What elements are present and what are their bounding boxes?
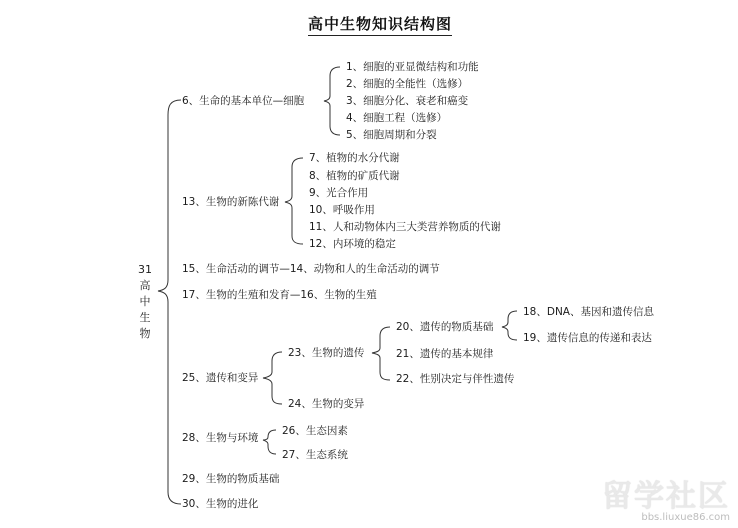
root-char: 物 bbox=[139, 327, 151, 340]
node-b15: 15、生命活动的调节—14、动物和人的生命活动的调节 bbox=[182, 263, 440, 275]
brace-b23 bbox=[372, 327, 390, 380]
node-b6-child: 1、细胞的亚显微结构和功能 bbox=[346, 61, 479, 73]
watermark-url: bbs.liuxue86.com bbox=[641, 512, 730, 523]
root-char: 中 bbox=[139, 295, 151, 308]
node-b23-child: 21、遗传的基本规律 bbox=[396, 348, 494, 360]
node-b28-child: 27、生态系统 bbox=[282, 449, 348, 461]
node-b29: 29、生物的物质基础 bbox=[182, 473, 280, 485]
node-b28-child: 26、生态因素 bbox=[282, 425, 348, 437]
node-b6-child: 4、细胞工程（选修） bbox=[346, 112, 448, 124]
node-b23: 23、生物的遗传 bbox=[288, 347, 365, 359]
node-b6-child: 2、细胞的全能性（选修） bbox=[346, 78, 469, 90]
root-char: 高 bbox=[139, 279, 151, 292]
node-b6-child: 3、细胞分化、衰老和癌变 bbox=[346, 95, 469, 107]
root-number: 31 bbox=[138, 263, 152, 276]
root-brace bbox=[158, 100, 181, 504]
node-b28: 28、生物与环境 bbox=[182, 432, 259, 444]
node-b20: 20、遗传的物质基础 bbox=[396, 321, 494, 333]
brace-b6 bbox=[324, 67, 340, 135]
site-watermark bbox=[602, 479, 730, 524]
watermark-logo-text: 留学社区 bbox=[602, 479, 730, 514]
node-b20-child: 19、遗传信息的传递和表达 bbox=[523, 332, 652, 344]
node-b13-child: 12、内环境的稳定 bbox=[309, 238, 396, 250]
brace-b20 bbox=[502, 311, 517, 340]
brace-b25 bbox=[263, 352, 282, 404]
node-b13-child: 9、光合作用 bbox=[309, 187, 369, 199]
node-b25: 25、遗传和变异 bbox=[182, 372, 259, 384]
node-b30: 30、生物的进化 bbox=[182, 498, 259, 510]
node-b6: 6、生命的基本单位—细胞 bbox=[182, 95, 305, 107]
brace-b28 bbox=[263, 430, 276, 454]
node-b17: 17、生物的生殖和发育—16、生物的生殖 bbox=[182, 289, 377, 301]
node-b13: 13、生物的新陈代谢 bbox=[182, 196, 280, 208]
node-b13-child: 7、植物的水分代谢 bbox=[309, 152, 400, 164]
node-b13-child: 8、植物的矿质代谢 bbox=[309, 170, 400, 182]
node-b6-child: 5、细胞周期和分裂 bbox=[346, 129, 437, 141]
brace-b13 bbox=[285, 158, 303, 244]
node-b23-child: 22、性别决定与伴性遗传 bbox=[396, 373, 515, 385]
root-char: 生 bbox=[139, 311, 151, 324]
node-b13-child: 10、呼吸作用 bbox=[309, 204, 375, 216]
node-b13-child: 11、人和动物体内三大类营养物质的代谢 bbox=[309, 221, 501, 233]
diagram-title: 高中生物知识结构图 bbox=[308, 14, 452, 36]
root-node bbox=[138, 262, 152, 342]
node-b20-child: 18、DNA、基因和遗传信息 bbox=[523, 306, 654, 318]
node-b24: 24、生物的变异 bbox=[288, 398, 365, 410]
